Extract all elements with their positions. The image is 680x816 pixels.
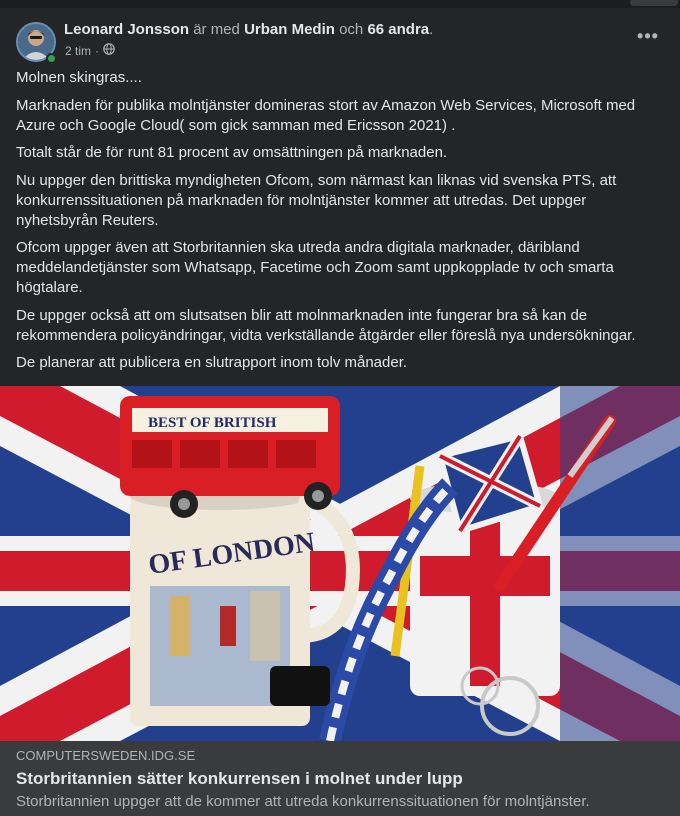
post-photo[interactable] bbox=[0, 386, 680, 741]
tagged-person[interactable]: Urban Medin bbox=[244, 21, 335, 38]
period: . bbox=[429, 21, 434, 38]
post-paragraph: Ofcom uppger även att Storbritannien ska utreda andra digitala marknader, däribland meddelandetjänster som Whatsapp, Facetime och Zoom samt uppkopplade tv och smarta högtalare. bbox=[16, 239, 614, 296]
post-paragraph: De uppger också att om slutsatsen blir att molnmarknaden inte fungerar bra så kan de rekommendera policyändringar, vidta verkställande åtgärder eller föreslå nya undersökningar. bbox=[16, 306, 636, 344]
feed-post bbox=[0, 8, 680, 816]
more-options-icon[interactable]: ••• bbox=[637, 26, 659, 46]
author-line bbox=[64, 21, 433, 38]
link-title[interactable]: Storbritannien sätter konkurrensen i molnet under lupp bbox=[16, 769, 463, 788]
and-text: och bbox=[334, 21, 368, 38]
link-domain: COMPUTERSWEDEN.IDG.SE bbox=[16, 748, 196, 763]
link-description: Storbritannien uppger att de kommer att utreda konkurrenssituationen för molntjänster. bbox=[16, 793, 590, 810]
post-paragraph: De planerar att publicera en slutrapport inom tolv månader. bbox=[16, 354, 408, 371]
meta-separator: · bbox=[95, 43, 100, 58]
with-text: är med bbox=[189, 21, 245, 38]
top-bar-button[interactable] bbox=[630, 0, 678, 6]
post-header bbox=[16, 20, 664, 62]
post-paragraph: Nu uppger den brittiska myndigheten Ofcom, som närmast kan liknas vid svenska PTS, att konkurrenssituationen på marknaden för molntjänster kommer att utredas. Det uppger nyhetsbyrån Reuters. bbox=[16, 171, 617, 229]
union-jack-souvenirs-image bbox=[0, 386, 680, 741]
post-time[interactable]: 2 tim bbox=[65, 43, 92, 58]
online-status-indicator bbox=[46, 53, 57, 64]
post-paragraph: Marknaden för publika molntjänster domineras stort av Amazon Web Services, Microsoft med Azure och Google Cloud( som gick samman med Ericsson 2021) . bbox=[16, 96, 636, 134]
post-meta bbox=[65, 43, 115, 58]
post-paragraph: Totalt står de för runt 81 procent av omsättningen på marknaden. bbox=[16, 144, 448, 161]
tagged-others[interactable]: 66 andra bbox=[367, 21, 430, 38]
post-paragraph: Molnen skingras.... bbox=[16, 69, 142, 86]
author-name[interactable]: Leonard Jonsson bbox=[64, 21, 190, 38]
top-bar bbox=[0, 0, 680, 8]
link-preview[interactable] bbox=[0, 741, 680, 816]
globe-icon[interactable] bbox=[103, 43, 115, 58]
mug-text: OF LONDON bbox=[146, 526, 317, 581]
post-body bbox=[16, 68, 656, 381]
bus-sign: BEST OF BRITISH bbox=[148, 415, 277, 431]
